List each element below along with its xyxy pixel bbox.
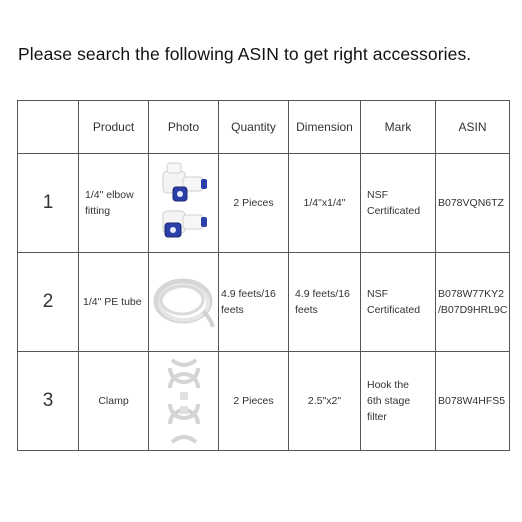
table-row bbox=[18, 352, 510, 451]
table-row bbox=[18, 154, 510, 253]
page-heading: Please search the following ASIN to get right accessories. bbox=[18, 44, 472, 64]
asin: B078VQN6TZ bbox=[436, 154, 510, 253]
pe-tube-icon bbox=[151, 267, 217, 337]
header-dimension: Dimension bbox=[289, 101, 361, 154]
accessories-table bbox=[17, 100, 510, 451]
mark-text: Hook the 6th stage filter bbox=[367, 379, 411, 423]
product-name: 1/4" PE tube bbox=[79, 253, 149, 352]
mark-text: NSF Certificated bbox=[367, 189, 421, 217]
product-text: 1/4" elbow fitting bbox=[85, 189, 134, 217]
header-mark: Mark bbox=[361, 101, 436, 154]
mark bbox=[361, 154, 436, 253]
header-photo: Photo bbox=[149, 101, 219, 154]
quantity: 4.9 feets/16 feets bbox=[219, 253, 289, 352]
table-header-row bbox=[18, 101, 510, 154]
product-photo bbox=[149, 154, 219, 253]
product-name bbox=[79, 154, 149, 253]
header-quantity: Quantity bbox=[219, 101, 289, 154]
mark bbox=[361, 352, 436, 451]
mark-text: NSF Certificated bbox=[367, 288, 421, 316]
asin-text: B078W77KY2 /B07D9HRL9C bbox=[438, 288, 508, 316]
header-asin: ASIN bbox=[436, 101, 510, 154]
header-product: Product bbox=[79, 101, 149, 154]
mark bbox=[361, 253, 436, 352]
quantity: 2 Pieces bbox=[219, 352, 289, 451]
product-photo bbox=[149, 253, 219, 352]
header-index bbox=[18, 101, 79, 154]
asin: B078W4HFS5 bbox=[436, 352, 510, 451]
row-number: 1 bbox=[18, 154, 79, 253]
row-number: 3 bbox=[18, 352, 79, 451]
table-row bbox=[18, 253, 510, 352]
dimension: 1/4"x1/4" bbox=[289, 154, 361, 253]
product-photo bbox=[149, 352, 219, 451]
dimension: 2.5"x2" bbox=[289, 352, 361, 451]
row-number: 2 bbox=[18, 253, 79, 352]
quantity: 2 Pieces bbox=[219, 154, 289, 253]
product-name: Clamp bbox=[79, 352, 149, 451]
elbow-fitting-icon bbox=[153, 157, 215, 249]
clamp-icon bbox=[158, 354, 210, 448]
dimension: 4.9 feets/16 feets bbox=[289, 253, 361, 352]
asin bbox=[436, 253, 510, 352]
